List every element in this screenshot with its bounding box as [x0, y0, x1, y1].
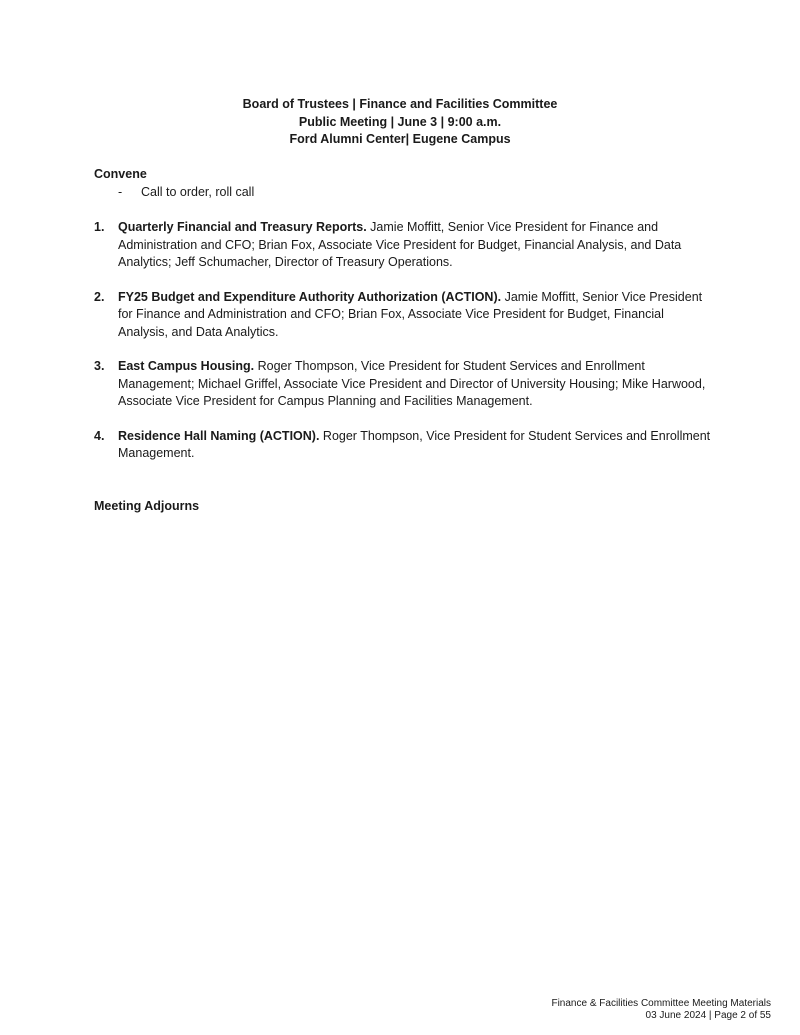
agenda-list	[94, 219, 714, 463]
agenda-item-number: 4.	[94, 428, 105, 443]
convene-heading: Convene	[94, 167, 147, 181]
agenda-item	[94, 289, 714, 342]
page-footer	[551, 998, 771, 1021]
agenda-item-description: Roger Thompson, Vice President for Student Services and Enrollment Management.	[118, 428, 711, 460]
agenda-item-title: FY25 Budget and Expenditure Authority Authorization (ACTION).	[118, 289, 502, 304]
agenda-item-title: Quarterly Financial and Treasury Reports.	[118, 220, 367, 234]
agenda-item-description: Jamie Moffitt, Senior Vice President for Finance and Administration and CFO; Brian Fox, Associate Vice President for Budget, Financial Analysis, and Data Analytics; Jeff Schumacher, Director of Treasury Operations.	[118, 220, 682, 269]
agenda-content	[94, 166, 714, 480]
header-location-line: Ford Alumni Center| Eugene Campus	[289, 132, 511, 146]
footer-title: Finance & Facilities Committee Meeting Materials	[551, 998, 771, 1009]
meeting-header	[0, 96, 800, 149]
agenda-item-description: Jamie Moffitt, Senior Vice President for Finance and Administration and CFO; Brian Fox, Associate Vice President for Budget, Financial Analysis, and Data Analytics.	[118, 289, 703, 339]
header-committee-line: Board of Trustees | Finance and Facilities Committee	[242, 97, 558, 111]
header-meeting-line: Public Meeting | June 3 | 9:00 a.m.	[298, 114, 502, 129]
agenda-item-number: 1.	[94, 220, 105, 234]
agenda-item-description: Roger Thompson, Vice President for Student Services and Enrollment Management; Michael Griffel, Associate Vice President and Director of University Housing; Mike Harwood, Associate Vice President for Campus Planning and Facilities Management.	[118, 359, 706, 408]
agenda-item	[94, 358, 714, 411]
agenda-item-title: Residence Hall Naming (ACTION).	[118, 428, 320, 443]
convene-bullet-text: Call to order, roll call	[141, 184, 255, 199]
agenda-item	[94, 219, 714, 272]
footer-page-info: 03 June 2024 | Page 2 of 55	[645, 1009, 771, 1021]
bullet-marker: -	[118, 184, 123, 199]
agenda-item-number: 3.	[94, 359, 105, 373]
agenda-item	[94, 428, 714, 463]
meeting-adjourns-heading: Meeting Adjourns	[94, 499, 200, 513]
agenda-item-title: East Campus Housing.	[118, 359, 255, 373]
convene-bullet	[94, 184, 714, 202]
agenda-item-number: 2.	[94, 289, 105, 304]
